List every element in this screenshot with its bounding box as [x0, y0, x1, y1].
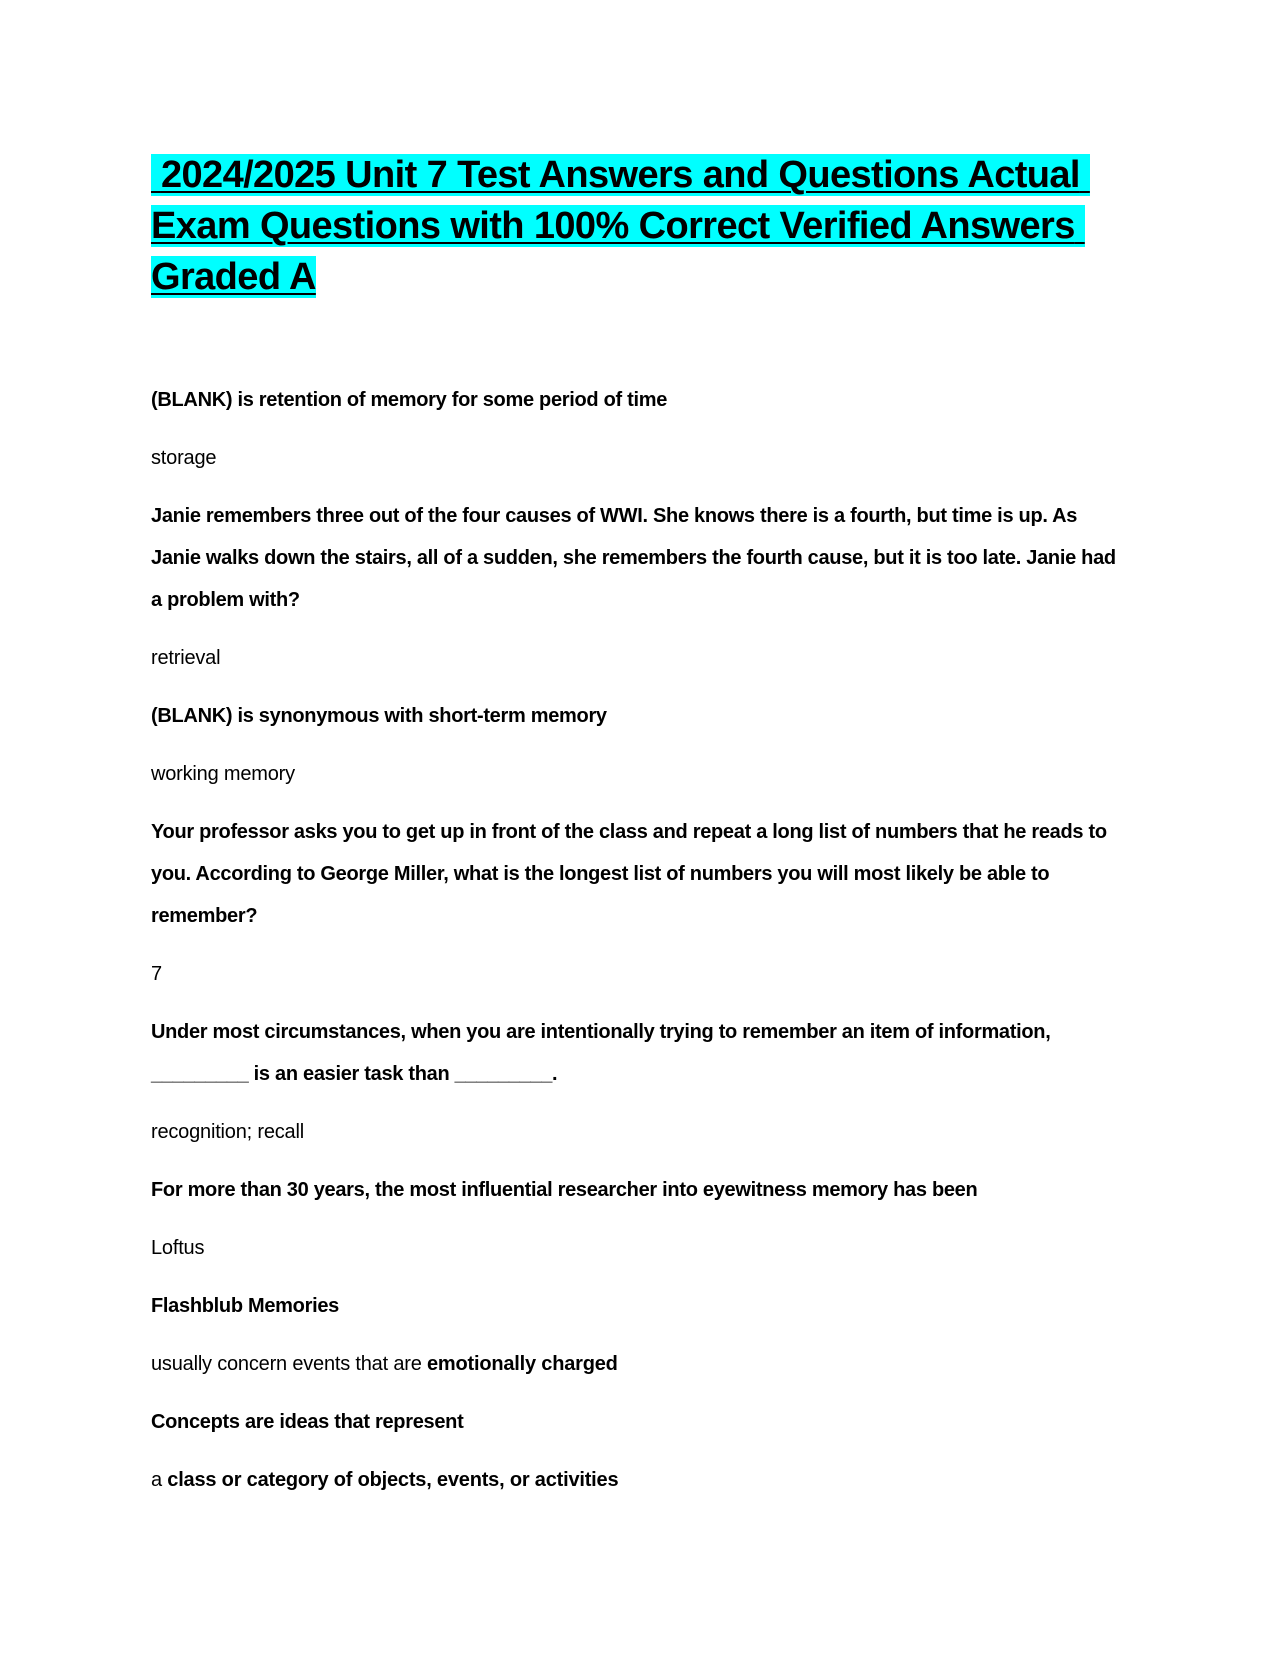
document-title — [151, 150, 1111, 303]
answer-3: working memory — [151, 763, 295, 785]
document-title-text: 2024/2025 Unit 7 Test Answers and Questions Actual Exam Questions with 100% Correct Verified Answers Graded A — [151, 154, 1090, 298]
answer-1: storage — [151, 447, 217, 469]
answer-2: retrieval — [151, 647, 221, 669]
answer-5: recognition; recall — [151, 1121, 304, 1143]
question-1: (BLANK) is retention of memory for some period of time — [151, 389, 668, 411]
question-5: Under most circumstances, when you are intentionally trying to remember an item of information, _________ is an easier task than _________. — [151, 1021, 1051, 1085]
question-8: Concepts are ideas that represent — [151, 1411, 464, 1433]
qa-list — [151, 379, 1121, 1517]
answer-8-prefix: a — [151, 1469, 168, 1491]
answer-4: 7 — [151, 963, 162, 985]
question-6: For more than 30 years, the most influential researcher into eyewitness memory has been — [151, 1179, 978, 1201]
question-7: Flashblub Memories — [151, 1295, 339, 1317]
answer-7-prefix: usually concern events that are — [151, 1353, 427, 1375]
question-4: Your professor asks you to get up in front of the class and repeat a long list of numbers that he reads to you. According to George Miller, what is the longest list of numbers you will most likely be able to remember? — [151, 821, 1107, 927]
answer-7-emphasis: emotionally charged — [426, 1353, 618, 1375]
question-3: (BLANK) is synonymous with short-term memory — [151, 705, 607, 727]
question-2: Janie remembers three out of the four causes of WWI. She knows there is a fourth, but time is up. As Janie walks down the stairs, all of a sudden, she remembers the fourth cause, but it is too late. Janie had a problem with? — [151, 505, 1116, 611]
answer-6: Loftus — [151, 1237, 205, 1259]
answer-7 — [151, 1343, 1121, 1385]
answer-8-emphasis: class or category of objects, events, or activities — [167, 1469, 619, 1491]
answer-8 — [151, 1459, 1121, 1501]
